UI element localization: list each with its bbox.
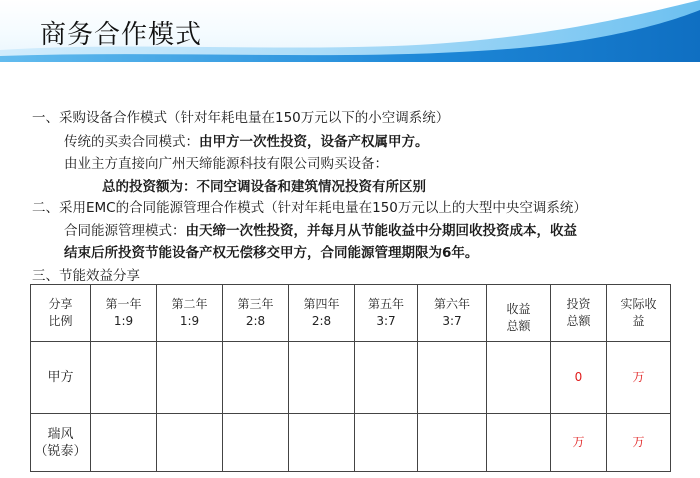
section1-title: 一、采购设备合作模式（针对年耗电量在150万元以下的小空调系统）	[32, 110, 450, 126]
row-label-party-a: 甲方	[31, 342, 91, 414]
section2-emc-line	[64, 219, 577, 239]
party-a-actual-cell: 万	[607, 342, 671, 414]
header-cell-year5: 第五年 3:7	[355, 285, 418, 342]
table-cell	[418, 414, 487, 472]
table-cell	[487, 414, 551, 472]
header-cell-year6: 第六年 3:7	[418, 285, 487, 342]
header-cell-year4: 第四年 2:8	[289, 285, 355, 342]
table-cell	[289, 342, 355, 414]
table-cell	[157, 414, 223, 472]
table-header-row	[31, 285, 671, 342]
section1-contract-line	[64, 130, 429, 150]
header-cell-revenue-total: 收益 总额	[487, 285, 551, 342]
table-row-party-a	[31, 342, 671, 414]
table-row-ruifeng	[31, 414, 671, 472]
table-cell	[355, 342, 418, 414]
party-a-investment-cell: 0	[551, 342, 607, 414]
header-cell-investment-total: 投资 总额	[551, 285, 607, 342]
section1-contract-label: 传统的买卖合同模式：	[64, 134, 199, 150]
page-title: 商务合作模式	[40, 20, 203, 50]
header-cell-year3: 第三年 2:8	[223, 285, 289, 342]
table-cell	[355, 414, 418, 472]
section2-transfer-line: 结束后所投资节能设备产权无偿移交甲方，合同能源管理期限为6年。	[64, 245, 479, 261]
table-cell	[289, 414, 355, 472]
ruifeng-investment-cell: 万	[551, 414, 607, 472]
table-cell	[91, 342, 157, 414]
header-cell-actual-revenue: 实际收 益	[607, 285, 671, 342]
section1-contract-text: 由甲方一次性投资，设备产权属甲方。	[199, 134, 429, 150]
section1-investment-line: 总的投资额为：不同空调设备和建筑情况投资有所区别	[102, 179, 426, 195]
table-cell	[91, 414, 157, 472]
table-cell	[157, 342, 223, 414]
header-banner	[0, 0, 700, 62]
table-cell	[418, 342, 487, 414]
section1-purchase-line: 由业主方直接向广州天缔能源科技有限公司购买设备：	[64, 156, 388, 172]
benefit-share-table	[30, 284, 671, 472]
table-cell	[223, 414, 289, 472]
section2-emc-label: 合同能源管理模式：	[64, 223, 186, 239]
ruifeng-actual-cell: 万	[607, 414, 671, 472]
table-cell	[487, 342, 551, 414]
section3-title: 三、节能效益分享	[32, 268, 140, 284]
section2-emc-text: 由天缔一次性投资，并每月从节能收益中分期回收投资成本，收益	[185, 223, 577, 239]
header-cell-year2: 第二年 1:9	[157, 285, 223, 342]
header-cell-share-ratio: 分享 比例	[31, 285, 91, 342]
header-cell-year1: 第一年 1:9	[91, 285, 157, 342]
section2-title: 二、采用EMC的合同能源管理合作模式（针对年耗电量在150万元以上的大型中央空调系统）	[32, 200, 587, 216]
table-cell	[223, 342, 289, 414]
row-label-ruifeng: 瑞风 （锐泰）	[31, 414, 91, 472]
